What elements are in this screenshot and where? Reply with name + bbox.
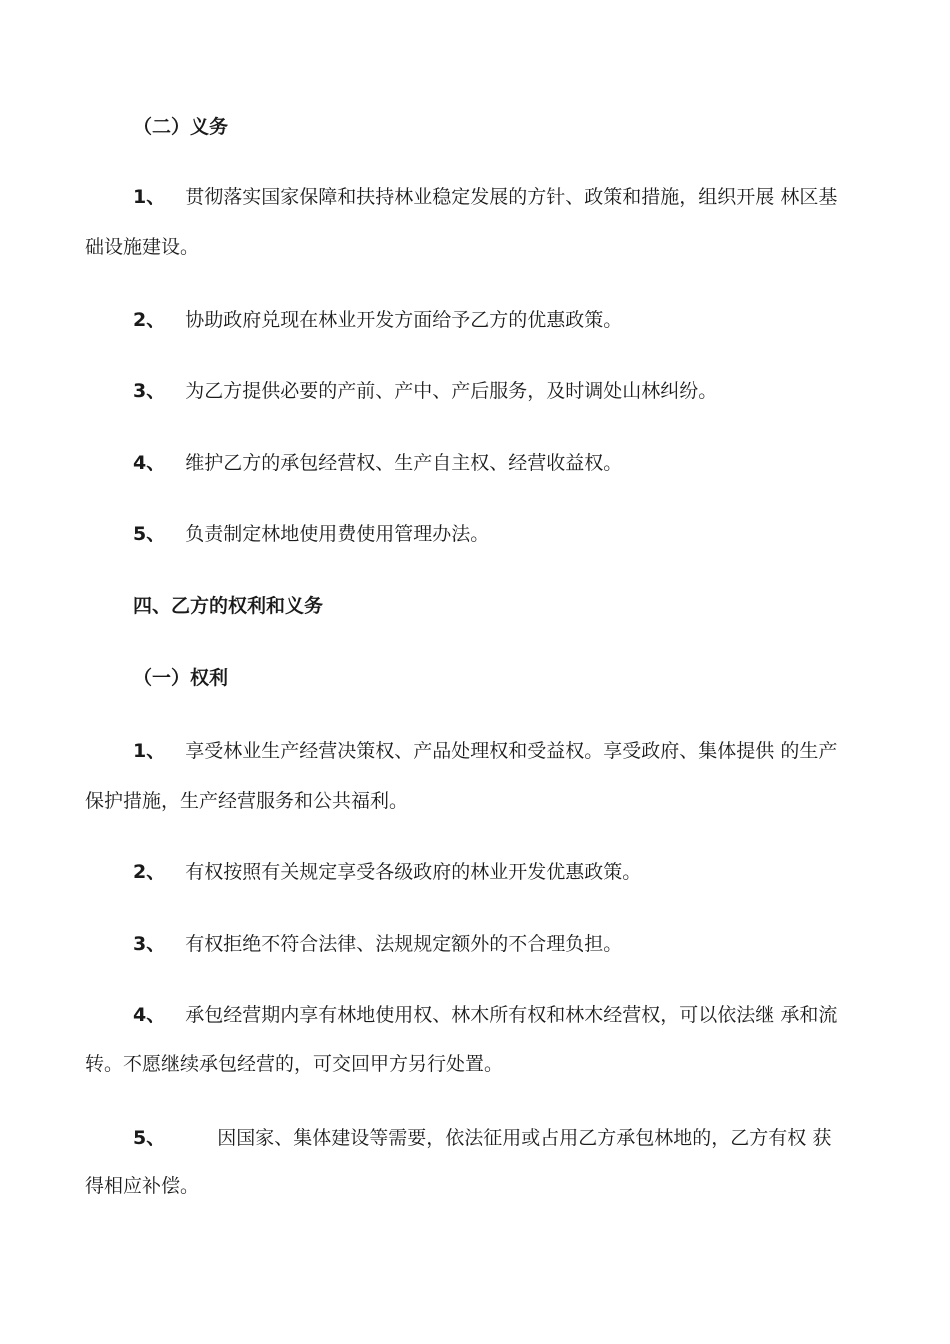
obligation-item-1-continuation: 础设施建设。 bbox=[85, 236, 200, 258]
item-number: 1、 bbox=[133, 186, 166, 208]
right-item-1 bbox=[133, 739, 837, 763]
obligation-item-2 bbox=[133, 308, 622, 332]
party-b-heading: 四、乙方的权利和义务 bbox=[133, 595, 324, 617]
right-item-1-continuation: 保护措施，生产经营服务和公共福利。 bbox=[85, 790, 409, 812]
item-number: 4、 bbox=[133, 452, 166, 474]
item-number: 2、 bbox=[133, 861, 166, 883]
right-item-5 bbox=[133, 1126, 831, 1150]
item-number: 1、 bbox=[133, 740, 166, 762]
item-text: 为乙方提供必要的产前、产中、产后服务，及时调处山林纠纷。 bbox=[185, 380, 718, 402]
item-number: 3、 bbox=[133, 933, 166, 955]
item-text: 有权按照有关规定享受各级政府的林业开发优惠政策。 bbox=[185, 861, 642, 883]
item-text: 负责制定林地使用费使用管理办法。 bbox=[185, 523, 490, 545]
right-item-4-continuation: 转。不愿继续承包经营的，可交回甲方另行处置。 bbox=[85, 1053, 504, 1075]
obligation-item-4 bbox=[133, 451, 622, 475]
obligation-item-3 bbox=[133, 379, 717, 403]
obligations-heading: （二）义务 bbox=[133, 116, 229, 138]
item-text: 承包经营期内享有林地使用权、林木所有权和林木经营权，可以依法继 承和流 bbox=[185, 1004, 838, 1026]
right-item-5-continuation: 得相应补偿。 bbox=[85, 1175, 200, 1197]
right-item-3 bbox=[133, 932, 622, 956]
item-text: 因国家、集体建设等需要，依法征用或占用乙方承包林地的，乙方有权 获 bbox=[217, 1127, 832, 1149]
item-number: 2、 bbox=[133, 309, 166, 331]
item-text: 贯彻落实国家保障和扶持林业稳定发展的方针、政策和措施，组织开展 林区基 bbox=[185, 186, 838, 208]
item-text: 协助政府兑现在林业开发方面给予乙方的优惠政策。 bbox=[185, 309, 623, 331]
item-number: 5、 bbox=[133, 523, 166, 545]
item-text: 有权拒绝不符合法律、法规规定额外的不合理负担。 bbox=[185, 933, 623, 955]
obligation-item-5 bbox=[133, 522, 489, 546]
item-number: 4、 bbox=[133, 1004, 166, 1026]
right-item-2 bbox=[133, 860, 641, 884]
item-number: 3、 bbox=[133, 380, 166, 402]
obligation-item-1 bbox=[133, 185, 837, 209]
item-text: 享受林业生产经营决策权、产品处理权和受益权。享受政府、集体提供 的生产 bbox=[185, 740, 838, 762]
item-text: 维护乙方的承包经营权、生产自主权、经营收益权。 bbox=[185, 452, 623, 474]
right-item-4 bbox=[133, 1003, 837, 1027]
rights-heading: （一）权利 bbox=[133, 667, 229, 689]
item-number: 5、 bbox=[133, 1127, 166, 1149]
